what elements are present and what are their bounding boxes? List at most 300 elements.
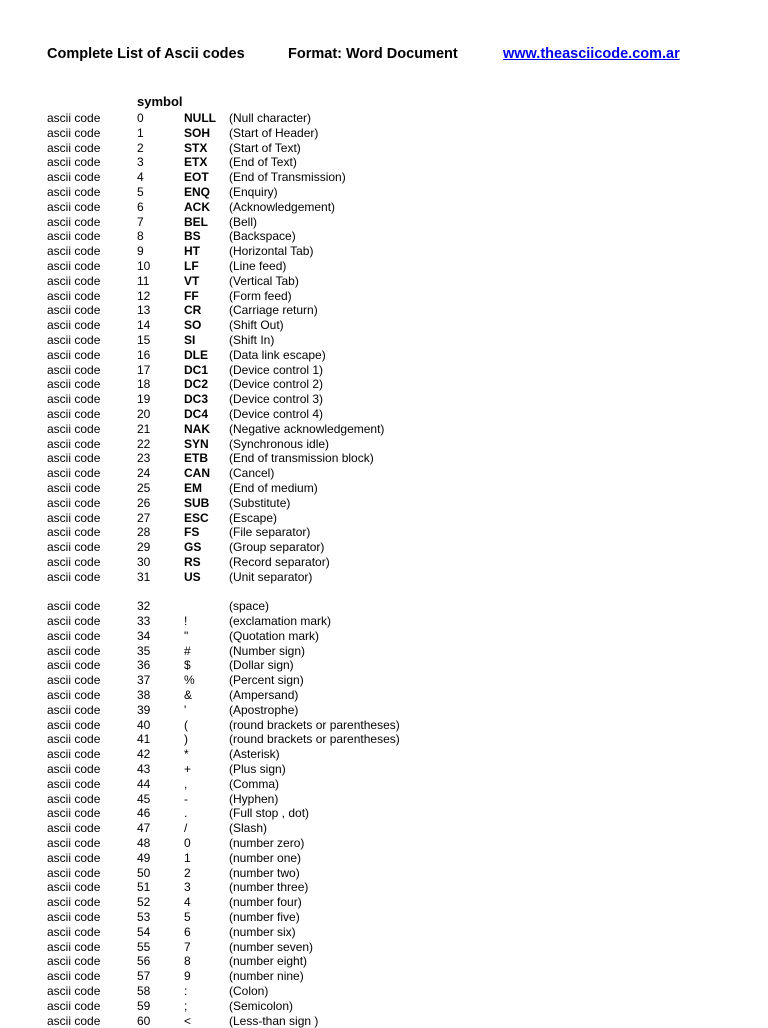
row-label: ascii code xyxy=(47,732,101,747)
row-label: ascii code xyxy=(47,436,101,451)
table-row xyxy=(47,170,747,185)
row-label: ascii code xyxy=(47,673,101,688)
row-label: ascii code xyxy=(47,155,101,170)
ascii-symbol: ' xyxy=(184,702,187,717)
row-label: ascii code xyxy=(47,244,101,259)
table-row xyxy=(47,895,747,910)
row-label: ascii code xyxy=(47,939,101,954)
row-label: ascii code xyxy=(47,199,101,214)
symbol-description: (number seven) xyxy=(229,939,314,954)
table-row xyxy=(47,407,747,422)
symbol-description: (Substitute) xyxy=(229,495,291,510)
table-row xyxy=(47,821,747,836)
symbol-description: (Vertical Tab) xyxy=(229,273,299,288)
table-row xyxy=(47,141,747,156)
ascii-code-number: 3 xyxy=(137,155,144,170)
symbol-description: (Apostrophe) xyxy=(229,702,299,717)
ascii-code-number: 38 xyxy=(137,688,151,703)
ascii-symbol: EM xyxy=(184,480,202,495)
table-row xyxy=(47,392,747,407)
table-row xyxy=(47,806,747,821)
table-row xyxy=(47,792,747,807)
table-row xyxy=(47,570,747,585)
ascii-symbol: " xyxy=(184,628,189,643)
symbol-description: (End of transmission block) xyxy=(229,451,374,466)
symbol-description: (Acknowledgement) xyxy=(229,199,336,214)
row-label: ascii code xyxy=(47,170,101,185)
ascii-symbol: ESC xyxy=(184,510,209,525)
symbol-description: (Full stop , dot) xyxy=(229,806,310,821)
table-row xyxy=(47,200,747,215)
ascii-code-number: 27 xyxy=(137,510,151,525)
website-link[interactable]: www.theasciicode.com.ar xyxy=(503,46,680,62)
table-row xyxy=(47,969,747,984)
ascii-code-number: 49 xyxy=(137,850,151,865)
ascii-symbol: : xyxy=(184,984,188,999)
ascii-code-number: 16 xyxy=(137,347,151,362)
symbol-description: (Ampersand) xyxy=(229,688,299,703)
row-label: ascii code xyxy=(47,954,101,969)
symbol-description: (number five) xyxy=(229,910,300,925)
row-label: ascii code xyxy=(47,125,101,140)
row-label: ascii code xyxy=(47,658,101,673)
row-label: ascii code xyxy=(47,865,101,880)
ascii-code-number: 33 xyxy=(137,614,151,629)
ascii-symbol: DC4 xyxy=(184,406,209,421)
ascii-symbol: 8 xyxy=(184,954,191,969)
table-row xyxy=(47,525,747,540)
row-label: ascii code xyxy=(47,643,101,658)
symbol-description: (Colon) xyxy=(229,984,269,999)
ascii-code-number: 12 xyxy=(137,288,151,303)
symbol-description: (Shift In) xyxy=(229,332,275,347)
row-label: ascii code xyxy=(47,776,101,791)
ascii-code-number: 1 xyxy=(137,125,144,140)
row-label: ascii code xyxy=(47,392,101,407)
table-row xyxy=(47,658,747,673)
table-row xyxy=(47,348,747,363)
ascii-code-number: 52 xyxy=(137,895,151,910)
table-row xyxy=(47,555,747,570)
ascii-code-number: 34 xyxy=(137,628,151,643)
table-row xyxy=(47,954,747,969)
symbol-description: (Device control 4) xyxy=(229,406,324,421)
row-label: ascii code xyxy=(47,540,101,555)
ascii-code-number: 53 xyxy=(137,910,151,925)
symbol-description: (Escape) xyxy=(229,510,278,525)
ascii-code-number: 18 xyxy=(137,377,151,392)
ascii-code-number: 13 xyxy=(137,303,151,318)
row-label: ascii code xyxy=(47,717,101,732)
table-row xyxy=(47,836,747,851)
row-label: ascii code xyxy=(47,347,101,362)
table-row xyxy=(47,303,747,318)
symbol-description: (End of Transmission) xyxy=(229,170,346,185)
ascii-code-number: 11 xyxy=(137,273,150,288)
ascii-code-number: 37 xyxy=(137,673,151,688)
ascii-code-number: 36 xyxy=(137,658,151,673)
ascii-code-number: 10 xyxy=(137,258,151,273)
table-row xyxy=(47,629,747,644)
table-row xyxy=(47,673,747,688)
ascii-symbol: ; xyxy=(184,998,188,1013)
ascii-code-number: 19 xyxy=(137,392,151,407)
row-label: ascii code xyxy=(47,495,101,510)
ascii-code-number: 15 xyxy=(137,332,151,347)
symbol-description: (exclamation mark) xyxy=(229,614,332,629)
ascii-symbol: DC1 xyxy=(184,362,209,377)
row-label: ascii code xyxy=(47,850,101,865)
table-row xyxy=(47,377,747,392)
table-row xyxy=(47,614,747,629)
symbol-description: (Data link escape) xyxy=(229,347,326,362)
row-label: ascii code xyxy=(47,273,101,288)
ascii-symbol: SYN xyxy=(184,436,209,451)
ascii-symbol: NAK xyxy=(184,421,210,436)
ascii-table xyxy=(47,111,747,1028)
ascii-symbol: + xyxy=(184,762,192,777)
ascii-code-number: 50 xyxy=(137,865,151,880)
table-row xyxy=(47,259,747,274)
row-label: ascii code xyxy=(47,998,101,1013)
table-row xyxy=(47,333,747,348)
table-row xyxy=(47,747,747,762)
symbol-description: (space) xyxy=(229,599,270,614)
row-label: ascii code xyxy=(47,525,101,540)
ascii-symbol: 0 xyxy=(184,836,191,851)
ascii-symbol: FF xyxy=(184,288,199,303)
ascii-code-number: 58 xyxy=(137,984,151,999)
symbol-column-header: symbol xyxy=(137,94,183,109)
table-row xyxy=(47,155,747,170)
ascii-symbol: / xyxy=(184,821,188,836)
ascii-code-number: 31 xyxy=(137,569,151,584)
symbol-description: (Horizontal Tab) xyxy=(229,244,314,259)
ascii-symbol: DC3 xyxy=(184,392,209,407)
symbol-description: (Dollar sign) xyxy=(229,658,294,673)
row-label: ascii code xyxy=(47,258,101,273)
table-row xyxy=(47,984,747,999)
row-label: ascii code xyxy=(47,791,101,806)
ascii-symbol: SI xyxy=(184,332,196,347)
symbol-description: (Percent sign) xyxy=(229,673,304,688)
ascii-code-number: 7 xyxy=(137,214,144,229)
table-row xyxy=(47,732,747,747)
ascii-symbol: US xyxy=(184,569,201,584)
ascii-code-number: 46 xyxy=(137,806,151,821)
symbol-description: (End of Text) xyxy=(229,155,297,170)
row-label: ascii code xyxy=(47,288,101,303)
table-row xyxy=(47,703,747,718)
table-row xyxy=(47,999,747,1014)
ascii-code-number: 26 xyxy=(137,495,151,510)
symbol-description: (Start of Header) xyxy=(229,125,319,140)
table-row xyxy=(47,880,747,895)
ascii-code-number: 54 xyxy=(137,924,151,939)
ascii-code-number: 39 xyxy=(137,702,151,717)
ascii-symbol: ETB xyxy=(184,451,208,466)
row-label: ascii code xyxy=(47,362,101,377)
ascii-symbol: FS xyxy=(184,525,200,540)
table-row xyxy=(47,688,747,703)
row-label: ascii code xyxy=(47,318,101,333)
ascii-symbol: GS xyxy=(184,540,202,555)
symbol-description: (Negative acknowledgement) xyxy=(229,421,385,436)
ascii-code-number: 56 xyxy=(137,954,151,969)
symbol-description: (Cancel) xyxy=(229,466,275,481)
ascii-code-number: 8 xyxy=(137,229,144,244)
ascii-code-number: 2 xyxy=(137,140,144,155)
table-row xyxy=(47,244,747,259)
ascii-symbol: DC2 xyxy=(184,377,209,392)
row-label: ascii code xyxy=(47,140,101,155)
row-label: ascii code xyxy=(47,614,101,629)
row-label: ascii code xyxy=(47,806,101,821)
row-label: ascii code xyxy=(47,910,101,925)
row-label: ascii code xyxy=(47,1013,101,1028)
ascii-symbol: CR xyxy=(184,303,202,318)
table-row xyxy=(47,644,747,659)
table-row xyxy=(47,762,747,777)
ascii-code-number: 42 xyxy=(137,747,151,762)
symbol-description: (Shift Out) xyxy=(229,318,284,333)
symbol-description: (Bell) xyxy=(229,214,258,229)
symbol-description: (number six) xyxy=(229,924,296,939)
row-label: ascii code xyxy=(47,406,101,421)
ascii-code-number: 35 xyxy=(137,643,151,658)
symbol-description: (Backspace) xyxy=(229,229,296,244)
row-label: ascii code xyxy=(47,599,101,614)
symbol-description: (number two) xyxy=(229,865,300,880)
ascii-symbol: % xyxy=(184,673,195,688)
symbol-description: (Null character) xyxy=(229,111,312,125)
table-row xyxy=(47,274,747,289)
table-row xyxy=(47,111,747,126)
ascii-code-number: 59 xyxy=(137,998,151,1013)
symbol-description: (number four) xyxy=(229,895,302,910)
symbol-description: (number eight) xyxy=(229,954,308,969)
ascii-code-number: 55 xyxy=(137,939,151,954)
ascii-code-number: 47 xyxy=(137,821,151,836)
symbol-description: (Form feed) xyxy=(229,288,292,303)
symbol-description: (Less-than sign ) xyxy=(229,1013,319,1028)
table-row xyxy=(47,481,747,496)
ascii-symbol: ! xyxy=(184,614,188,629)
ascii-symbol: SOH xyxy=(184,125,211,140)
ascii-symbol: SO xyxy=(184,318,202,333)
ascii-symbol: ACK xyxy=(184,199,210,214)
ascii-symbol: VT xyxy=(184,273,200,288)
table-row xyxy=(47,437,747,452)
ascii-code-number: 28 xyxy=(137,525,151,540)
symbol-description: (Quotation mark) xyxy=(229,628,320,643)
table-row xyxy=(47,229,747,244)
ascii-code-number: 60 xyxy=(137,1013,151,1028)
row-label: ascii code xyxy=(47,880,101,895)
ascii-symbol: # xyxy=(184,643,191,658)
table-row xyxy=(47,451,747,466)
table-row xyxy=(47,540,747,555)
ascii-symbol: 6 xyxy=(184,924,191,939)
ascii-symbol: LF xyxy=(184,258,199,273)
row-label: ascii code xyxy=(47,229,101,244)
table-row xyxy=(47,866,747,881)
row-label: ascii code xyxy=(47,569,101,584)
ascii-symbol: * xyxy=(184,747,189,762)
symbol-description: (Device control 3) xyxy=(229,392,324,407)
row-label: ascii code xyxy=(47,480,101,495)
row-label: ascii code xyxy=(47,510,101,525)
symbol-description: (Start of Text) xyxy=(229,140,301,155)
ascii-symbol: 9 xyxy=(184,969,191,984)
row-label: ascii code xyxy=(47,377,101,392)
table-row xyxy=(47,910,747,925)
table-row xyxy=(47,185,747,200)
document-format: Format: Word Document xyxy=(288,46,458,62)
ascii-code-number: 44 xyxy=(137,776,151,791)
table-row xyxy=(47,363,747,378)
symbol-description: (Carriage return) xyxy=(229,303,318,318)
table-row xyxy=(47,925,747,940)
ascii-symbol: CAN xyxy=(184,466,210,481)
row-label: ascii code xyxy=(47,332,101,347)
ascii-code-number: 32 xyxy=(137,599,151,614)
symbol-description: (Plus sign) xyxy=(229,762,286,777)
ascii-symbol: 5 xyxy=(184,910,191,925)
ascii-symbol: 3 xyxy=(184,880,191,895)
table-row xyxy=(47,851,747,866)
symbol-description: (Enquiry) xyxy=(229,184,278,199)
symbol-description: (Unit separator) xyxy=(229,569,313,584)
ascii-symbol: , xyxy=(184,776,188,791)
ascii-code-number: 17 xyxy=(137,362,151,377)
ascii-code-number: 14 xyxy=(137,318,151,333)
row-label: ascii code xyxy=(47,924,101,939)
ascii-code-number: 5 xyxy=(137,184,144,199)
row-label: ascii code xyxy=(47,421,101,436)
ascii-symbol: < xyxy=(184,1013,192,1028)
row-label: ascii code xyxy=(47,184,101,199)
symbol-description: (number three) xyxy=(229,880,309,895)
ascii-code-number: 0 xyxy=(137,111,144,125)
row-label: ascii code xyxy=(47,747,101,762)
ascii-code-number: 20 xyxy=(137,406,151,421)
ascii-code-number: 23 xyxy=(137,451,151,466)
ascii-code-number: 57 xyxy=(137,969,151,984)
row-label: ascii code xyxy=(47,762,101,777)
ascii-code-number: 43 xyxy=(137,762,151,777)
symbol-description: (Comma) xyxy=(229,776,279,791)
symbol-description: (number one) xyxy=(229,850,302,865)
row-label: ascii code xyxy=(47,628,101,643)
ascii-symbol: ( xyxy=(184,717,188,732)
symbol-description: (Semicolon) xyxy=(229,998,294,1013)
ascii-symbol: HT xyxy=(184,244,200,259)
ascii-symbol: 1 xyxy=(184,850,191,865)
ascii-symbol: 2 xyxy=(184,865,191,880)
ascii-symbol: BEL xyxy=(184,214,208,229)
symbol-description: (Group separator) xyxy=(229,540,325,555)
document-title: Complete List of Ascii codes xyxy=(47,46,245,62)
ascii-symbol: BS xyxy=(184,229,201,244)
ascii-symbol: $ xyxy=(184,658,191,673)
table-row xyxy=(47,718,747,733)
ascii-code-number: 29 xyxy=(137,540,151,555)
row-label: ascii code xyxy=(47,451,101,466)
symbol-description: (Record separator) xyxy=(229,554,330,569)
ascii-code-number: 51 xyxy=(137,880,151,895)
ascii-symbol: ETX xyxy=(184,155,208,170)
ascii-code-number: 9 xyxy=(137,244,144,259)
symbol-description: (Hyphen) xyxy=(229,791,279,806)
symbol-description: (Device control 1) xyxy=(229,362,324,377)
table-row xyxy=(47,289,747,304)
row-label: ascii code xyxy=(47,895,101,910)
ascii-symbol: . xyxy=(184,806,188,821)
ascii-symbol: - xyxy=(184,791,188,806)
row-label: ascii code xyxy=(47,836,101,851)
ascii-symbol: ) xyxy=(184,732,188,747)
ascii-symbol: 4 xyxy=(184,895,191,910)
symbol-description: (Asterisk) xyxy=(229,747,280,762)
section-spacer xyxy=(47,585,747,600)
table-row xyxy=(47,422,747,437)
symbol-description: (Slash) xyxy=(229,821,268,836)
row-label: ascii code xyxy=(47,969,101,984)
row-label: ascii code xyxy=(47,688,101,703)
symbol-description: (number zero) xyxy=(229,836,305,851)
row-label: ascii code xyxy=(47,214,101,229)
table-row xyxy=(47,318,747,333)
ascii-symbol: NULL xyxy=(184,111,216,125)
symbol-description: (Line feed) xyxy=(229,258,287,273)
row-label: ascii code xyxy=(47,821,101,836)
symbol-description: (round brackets or parentheses) xyxy=(229,717,400,732)
row-label: ascii code xyxy=(47,303,101,318)
ascii-code-number: 40 xyxy=(137,717,151,732)
row-label: ascii code xyxy=(47,984,101,999)
row-label: ascii code xyxy=(47,466,101,481)
ascii-code-number: 22 xyxy=(137,436,151,451)
ascii-code-number: 24 xyxy=(137,466,151,481)
ascii-symbol: & xyxy=(184,688,193,703)
symbol-description: (number nine) xyxy=(229,969,304,984)
ascii-code-number: 30 xyxy=(137,554,151,569)
ascii-code-number: 21 xyxy=(137,421,151,436)
table-row xyxy=(47,466,747,481)
ascii-symbol: SUB xyxy=(184,495,210,510)
symbol-description: (round brackets or parentheses) xyxy=(229,732,400,747)
ascii-code-number: 6 xyxy=(137,199,144,214)
ascii-code-number: 41 xyxy=(137,732,151,747)
table-row xyxy=(47,940,747,955)
table-row xyxy=(47,1014,747,1028)
table-row xyxy=(47,496,747,511)
ascii-symbol: DLE xyxy=(184,347,208,362)
ascii-symbol: STX xyxy=(184,140,208,155)
symbol-description: (File separator) xyxy=(229,525,311,540)
table-row xyxy=(47,126,747,141)
ascii-code-number: 4 xyxy=(137,170,144,185)
symbol-description: (Device control 2) xyxy=(229,377,324,392)
row-label: ascii code xyxy=(47,554,101,569)
table-row xyxy=(47,777,747,792)
table-row xyxy=(47,511,747,526)
ascii-symbol: RS xyxy=(184,554,201,569)
ascii-code-number: 25 xyxy=(137,480,151,495)
ascii-code-number: 45 xyxy=(137,791,151,806)
ascii-symbol: EOT xyxy=(184,170,209,185)
